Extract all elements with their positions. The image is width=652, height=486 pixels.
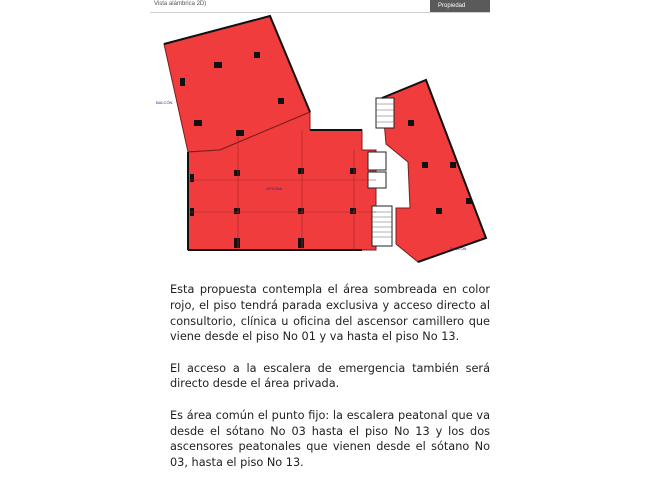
paragraph-area: Esta propuesta contempla el área sombreada en color rojo, el piso tendrá parada exclusiva y acceso directo al consultorio, clínica u oficina del ascensor camillero que viene desde el piso No 01 y va hasta el piso No 13.: [170, 283, 490, 344]
properties-tab[interactable]: Propiedad: [430, 0, 490, 12]
elevator-shaft-1: [368, 152, 386, 170]
label-oficina: OFICINA: [266, 186, 283, 191]
paragraph-common-area: Es área común el punto fijo: la escalera peatonal que va desde el sótano No 03 hasta el piso No 13 y los dos ascensores peatonales que vienen desde el sótano No 03, hasta el piso No 13.: [170, 408, 490, 470]
viewer-title: Vista alámbrica 2D): [154, 1, 207, 7]
floor-plan: [150, 12, 490, 274]
label-balcon-left: BALCÓN: [156, 100, 173, 105]
right-wing-area: [382, 80, 486, 262]
description-text: [170, 282, 490, 486]
upper-stair: [376, 98, 394, 128]
label-balcon-right: BALCÓN: [450, 246, 467, 251]
paragraph-stairs: El acceso a la escalera de emergencia también será directo desde el área privada.: [170, 361, 490, 391]
